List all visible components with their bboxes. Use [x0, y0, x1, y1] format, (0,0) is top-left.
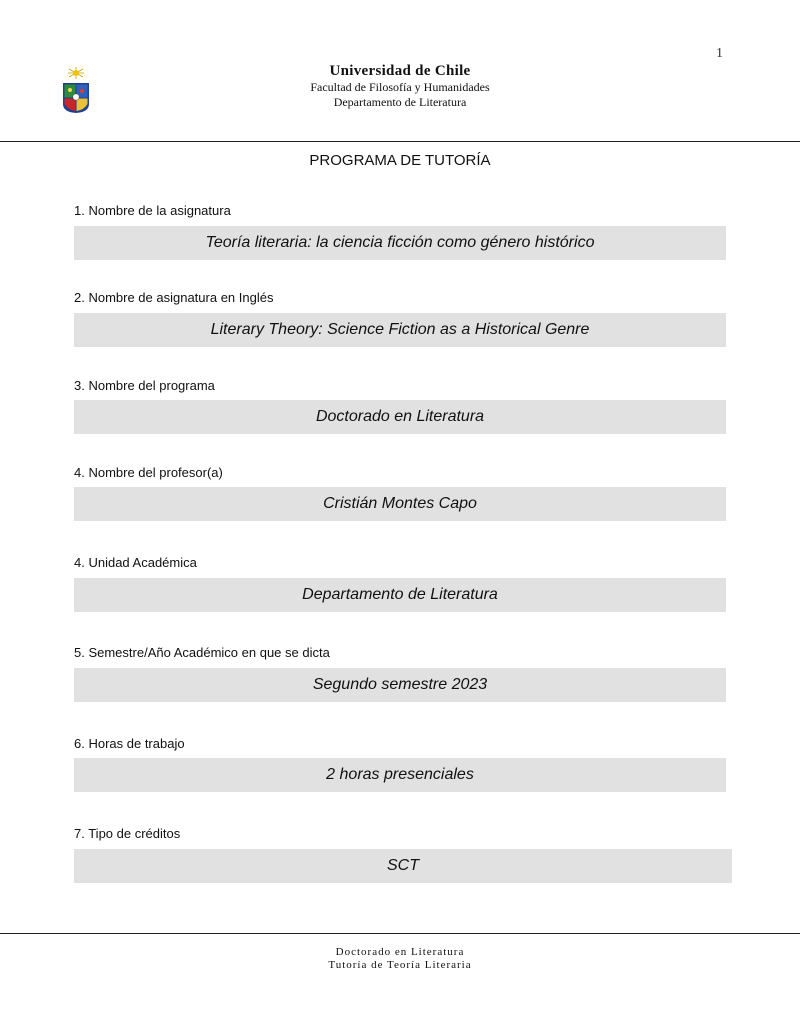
page-footer	[0, 946, 800, 972]
header-divider	[0, 141, 800, 142]
field-value-professor-name: Cristián Montes Capo	[74, 487, 726, 521]
field-label-professor-name: 4. Nombre del profesor(a)	[74, 465, 223, 480]
field-value-work-hours: 2 horas presenciales	[74, 758, 726, 792]
field-label-credit-type: 7. Tipo de créditos	[74, 826, 181, 841]
document-title: PROGRAMA DE TUTORÍA	[309, 152, 491, 169]
field-label-semester-year: 5. Semestre/Año Académico en que se dicta	[74, 645, 330, 660]
field-value-credit-type: SCT	[74, 849, 732, 883]
field-value-semester-year: Segundo semestre 2023	[74, 668, 726, 702]
faculty-name: Facultad de Filosofía y Humanidades	[310, 80, 490, 94]
university-name: Universidad de Chile	[329, 63, 471, 79]
page-number: 1	[716, 46, 723, 61]
field-label-work-hours: 6. Horas de trabajo	[74, 736, 185, 751]
institution-header	[0, 63, 800, 110]
footer-course: Tutoría de Teoría Literaria	[328, 959, 472, 971]
field-label-program-name: 3. Nombre del programa	[74, 378, 215, 393]
footer-program: Doctorado en Literatura	[335, 946, 465, 958]
field-label-subject-name-english: 2. Nombre de asignatura en Inglés	[74, 290, 274, 305]
field-label-subject-name: 1. Nombre de la asignatura	[74, 203, 231, 218]
footer-divider	[0, 933, 800, 934]
field-value-subject-name-english: Literary Theory: Science Fiction as a Historical Genre	[74, 313, 726, 347]
department-name: Departamento de Literatura	[333, 95, 467, 109]
field-value-program-name: Doctorado en Literatura	[74, 400, 726, 434]
field-value-subject-name: Teoría literaria: la ciencia ficción como género histórico	[74, 226, 726, 260]
field-value-academic-unit: Departamento de Literatura	[74, 578, 726, 612]
field-label-academic-unit: 4. Unidad Académica	[74, 555, 197, 570]
